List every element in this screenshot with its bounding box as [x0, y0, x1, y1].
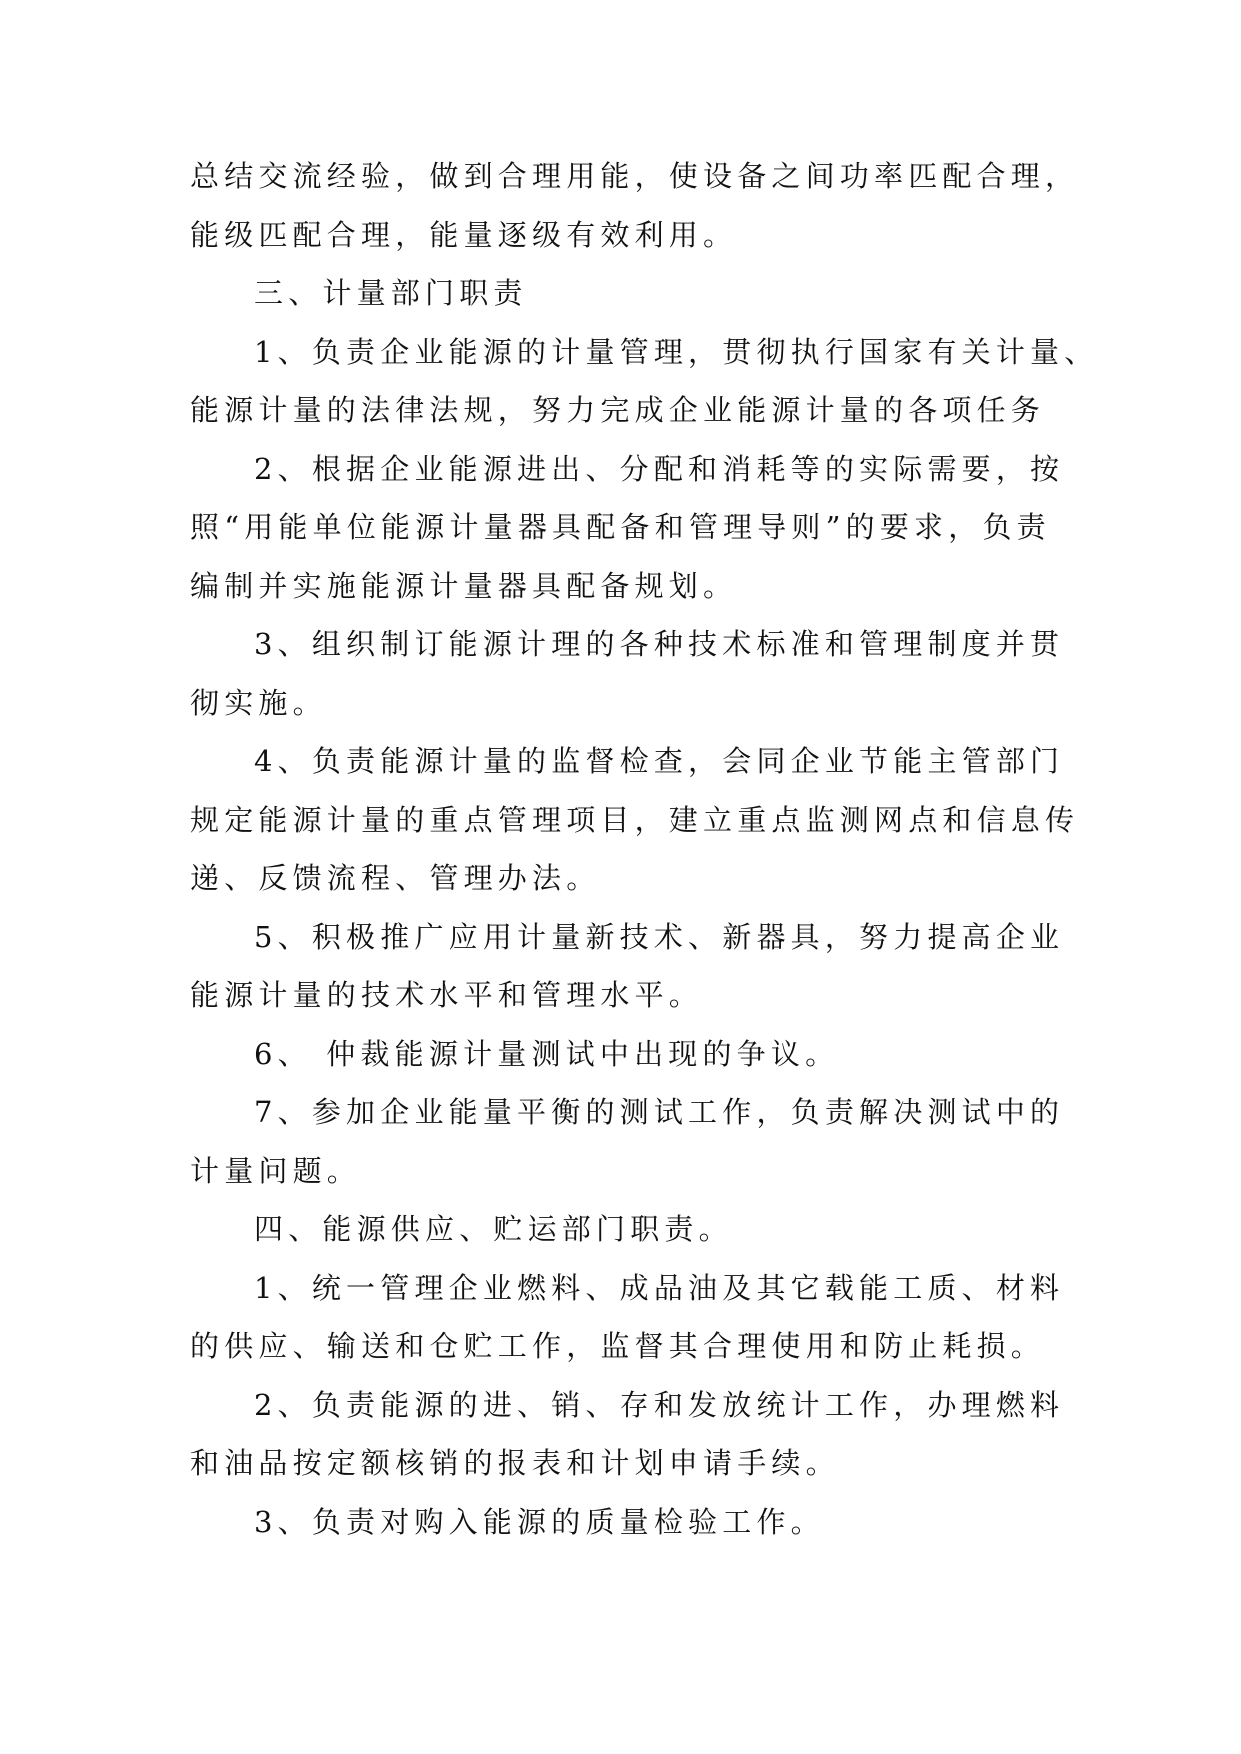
section-heading — [190, 1211, 1060, 1270]
paragraph — [190, 1094, 1065, 1211]
paragraph — [190, 743, 1080, 919]
text-line: 编制并实施能源计量器具配备规划。 — [190, 568, 738, 603]
text-line: 彻实施。 — [190, 685, 327, 720]
text-line: 照“用能单位能源计量器具配备和管理导则”的要求，负责 — [190, 510, 1051, 544]
paragraph — [190, 1504, 1060, 1563]
text-line: 四、能源供应、贮运部门职责。 — [254, 1212, 733, 1246]
text-line: 2、负责能源的进、销、存和发放统计工作，办理燃料 — [254, 1387, 1065, 1422]
paragraph — [190, 451, 1065, 627]
text-line: 5、积极推广应用计量新技术、新器具，努力提高企业 — [254, 919, 1065, 954]
paragraph — [190, 158, 1080, 275]
text-line: 三、计量部门职责 — [254, 276, 528, 310]
text-line: 规定能源计量的重点管理项目，建立重点监测网点和信息传 — [190, 802, 1080, 837]
text-line: 2、根据企业能源进出、分配和消耗等的实际需要，按 — [254, 451, 1065, 486]
text-line: 1、负责企业能源的计量管理，贯彻执行国家有关计量、 — [254, 334, 1099, 369]
paragraph — [190, 919, 1065, 1036]
text-line: 1、统一管理企业燃料、成品油及其它载能工质、材料 — [254, 1270, 1065, 1305]
paragraph — [190, 1036, 1060, 1095]
text-line: 3、负责对购入能源的质量检验工作。 — [254, 1504, 825, 1539]
text-line: 计量问题。 — [190, 1153, 362, 1188]
paragraph — [190, 626, 1065, 743]
text-line: 7、参加企业能量平衡的测试工作，负责解决测试中的 — [254, 1095, 1065, 1129]
document-page — [190, 158, 1099, 1562]
text-line: 能源计量的技术水平和管理水平。 — [190, 978, 704, 1012]
text-line: 总结交流经验，做到合理用能，使设备之间功率匹配合理， — [190, 159, 1080, 193]
paragraph — [190, 1270, 1065, 1387]
text-line: 和油品按定额核销的报表和计划申请手续。 — [190, 1446, 840, 1480]
text-line: 3、组织制订能源计理的各种技术标准和管理制度并贯 — [254, 627, 1065, 661]
text-line: 递、反馈流程、管理办法。 — [190, 861, 601, 895]
text-line: 能级匹配合理，能量逐级有效利用。 — [190, 217, 738, 252]
section-heading — [190, 275, 1060, 334]
paragraph — [190, 1387, 1065, 1504]
text-line: 6、 仲裁能源计量测试中出现的争议。 — [254, 1036, 840, 1071]
paragraph — [190, 334, 1099, 451]
text-line: 的供应、输送和仓贮工作，监督其合理使用和防止耗损。 — [190, 1329, 1046, 1363]
text-line: 4、负责能源计量的监督检查，会同企业节能主管部门 — [254, 744, 1065, 778]
text-line: 能源计量的法律法规，努力完成企业能源计量的各项任务 — [190, 393, 1046, 427]
